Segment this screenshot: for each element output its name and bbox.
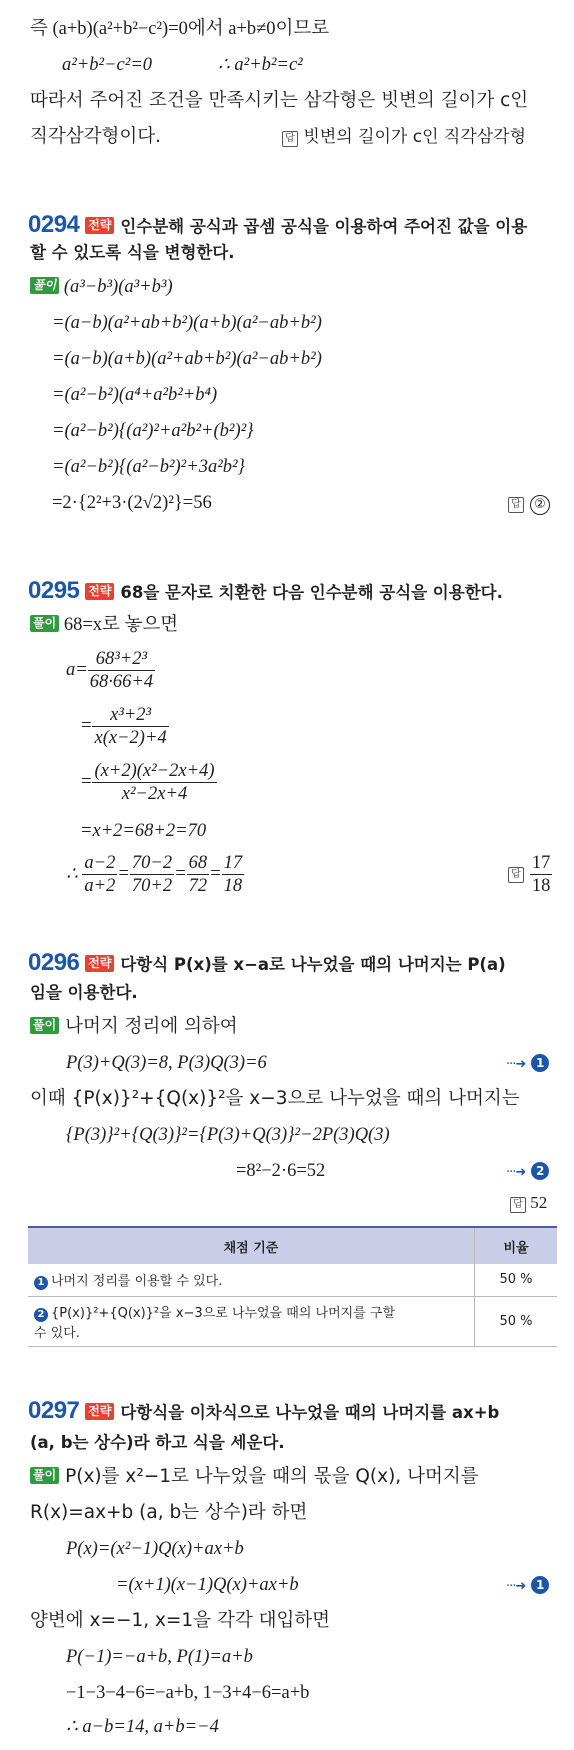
frac-num: x³+2³ bbox=[92, 704, 168, 727]
solution-0294-line-0 bbox=[30, 274, 173, 300]
marker-1 bbox=[506, 1572, 549, 1600]
table-row bbox=[28, 1296, 557, 1346]
solution-badge: 풀이 bbox=[30, 1017, 59, 1034]
step-marker: 2 bbox=[531, 1162, 549, 1180]
answer-0295 bbox=[508, 852, 552, 897]
frac-den: 72 bbox=[188, 876, 208, 896]
strategy-text: 68을 문자로 치환한 다음 인수분해 공식을 이용한다. bbox=[120, 583, 503, 602]
marker-1 bbox=[506, 1050, 549, 1078]
solution-0296-eq1: P(3)+Q(3)=8, P(3)Q(3)=6 bbox=[66, 1053, 267, 1073]
intro-text: 나머지 정리에 의하여 bbox=[65, 1016, 238, 1037]
strategy-text: 인수분해 공식과 곱셈 공식을 이용하여 주어진 값을 이용 bbox=[120, 217, 528, 236]
frac-num: 68 bbox=[188, 853, 208, 873]
top-answer bbox=[282, 124, 526, 150]
strategy-text: 다항식 P(x)를 x−a로 나누었을 때의 나머지는 P(a) bbox=[120, 955, 506, 974]
answer-0296 bbox=[510, 1190, 547, 1216]
arrow-icon: ···➜ bbox=[506, 1165, 526, 1180]
solution-0297-eq3: P(−1)=−a+b, P(1)=a+b bbox=[66, 1647, 253, 1667]
answer-choice: ② bbox=[530, 495, 550, 515]
answer-value: 52 bbox=[530, 1193, 548, 1212]
criteria-text-2: 수 있다. bbox=[34, 1325, 80, 1341]
solution-0297-eq2: =(x+1)(x−1)Q(x)+ax+b bbox=[116, 1575, 299, 1595]
fraction-step-1 bbox=[66, 648, 155, 693]
solution-0297-line3: 양변에 x=−1, x=1을 각각 대입하면 bbox=[30, 1610, 331, 1631]
solution-0295-intro bbox=[30, 612, 178, 638]
frac-num: 70−2 bbox=[131, 853, 173, 873]
equation: (a³−b³)(a³+b³) bbox=[63, 277, 173, 297]
frac-num: 68³+2³ bbox=[88, 648, 155, 671]
top-line-2b: ∴ a²+b²=c² bbox=[218, 55, 303, 75]
frac-num: 17 bbox=[531, 853, 551, 873]
solution-0297-line1 bbox=[30, 1464, 479, 1490]
top-answer-text: 빗변의 길이가 c인 직각삼각형 bbox=[303, 127, 527, 147]
solution-0294-line-6: =2·{2²+3·(2√2)²}=56 bbox=[52, 493, 212, 513]
solution-0294-line-4: =(a²−b²){(a²)²+a²b²+(b²)²} bbox=[52, 421, 254, 441]
arrow-icon: ···➜ bbox=[506, 1579, 526, 1594]
intro-text: 68=x로 놓으면 bbox=[63, 615, 179, 635]
answer-icon: 답 bbox=[508, 497, 524, 513]
top-line-2a: a²+b²−c²=0 bbox=[62, 55, 153, 75]
step-marker: 2 bbox=[34, 1308, 48, 1322]
solution-0297-eq1: P(x)=(x²−1)Q(x)+ax+b bbox=[66, 1539, 244, 1559]
solution-0297-eq4: −1−3−4−6=−a+b, 1−3+4−6=a+b bbox=[66, 1683, 310, 1703]
problem-0294-header bbox=[28, 212, 527, 240]
strategy-badge: 전략 bbox=[85, 1403, 114, 1420]
solution-0295-eq: =x+2=68+2=70 bbox=[80, 821, 207, 841]
solution-0294-line-2: =(a−b)(a+b)(a²+ab+b²)(a²−ab+b²) bbox=[52, 349, 322, 369]
frac-den: 18 bbox=[531, 876, 551, 896]
problem-0296-header bbox=[28, 950, 506, 978]
fraction-step-3: = $\frac{\text{(x+2)(x²−2x+4)}}{\text{x²−2x+4}}$ bbox=[80, 761, 215, 804]
solution-0296-eq3: =8²−2·6=52 bbox=[236, 1161, 326, 1181]
strategy-badge: 전략 bbox=[85, 217, 114, 234]
criteria-cell bbox=[28, 1296, 475, 1346]
problem-0297-header bbox=[28, 1398, 499, 1426]
grading-header-row bbox=[28, 1227, 557, 1264]
step-marker: 1 bbox=[531, 1576, 549, 1594]
problem-number: 0296 bbox=[28, 949, 80, 976]
solution-badge: 풀이 bbox=[30, 277, 59, 294]
solution-badge: 풀이 bbox=[30, 615, 59, 632]
problem-number: 0295 bbox=[28, 577, 80, 604]
strategy-text-2: 할 수 있도록 식을 변형한다. bbox=[30, 243, 235, 262]
marker-2 bbox=[506, 1158, 549, 1186]
top-line-1: 즉 (a+b)(a²+b²−c²)=0에서 a+b≠0이므로 bbox=[30, 19, 330, 39]
strategy-text-2: 임을 이용한다. bbox=[30, 983, 138, 1002]
criteria-header: 채점 기준 bbox=[28, 1227, 475, 1264]
step-marker: 1 bbox=[531, 1054, 549, 1072]
problem-number: 0297 bbox=[28, 1397, 80, 1424]
solution-0297-line2: R(x)=ax+b (a, b는 상수)라 하면 bbox=[30, 1502, 308, 1523]
ratio-header: 비율 bbox=[475, 1227, 558, 1264]
frac-den: 70+2 bbox=[131, 876, 173, 896]
answer-0294 bbox=[508, 490, 550, 516]
top-line-4: 직각삼각형이다. bbox=[30, 126, 161, 147]
solution-badge: 풀이 bbox=[30, 1467, 59, 1484]
solution-0297-eq5: ∴ a−b=14, a+b=−4 bbox=[66, 1717, 219, 1737]
problem-number: 0294 bbox=[28, 211, 80, 238]
strategy-badge: 전략 bbox=[85, 583, 114, 600]
solution-0296-text2: 이때 {P(x)}²+{Q(x)}²을 x−3으로 나누었을 때의 나머지는 bbox=[30, 1088, 520, 1109]
solution-0296-eq2: {P(3)}²+{Q(3)}²={P(3)+Q(3)}²−2P(3)Q(3) bbox=[66, 1125, 390, 1145]
frac-den: x²−2x+4 bbox=[121, 784, 188, 804]
top-line-3: 따라서 주어진 조건을 만족시키는 삼각형은 빗변의 길이가 c인 bbox=[30, 90, 529, 111]
therefore-symbol: ∴ bbox=[66, 864, 78, 885]
frac-den: 18 bbox=[223, 876, 243, 896]
strategy-text: 다항식을 이차식으로 나누었을 때의 나머지를 ax+b bbox=[120, 1403, 500, 1422]
answer-icon: 답 bbox=[282, 131, 298, 147]
grading-table bbox=[28, 1226, 557, 1347]
criteria-cell bbox=[28, 1264, 475, 1296]
solution-0296-intro bbox=[30, 1014, 238, 1040]
criteria-text: 나머지 정리를 이용할 수 있다. bbox=[51, 1273, 223, 1289]
solution-0294-line-5: =(a²−b²){(a²−b²)²+3a²b²} bbox=[52, 457, 245, 477]
fraction-step-2: = $\frac{\text{x³+2³}}{x(x-2)+4}$ bbox=[80, 705, 167, 748]
ratio-cell: 50 % bbox=[475, 1296, 558, 1346]
frac-den: a+2 bbox=[84, 876, 116, 896]
strategy-badge: 전략 bbox=[85, 955, 114, 972]
a-label: a= bbox=[66, 660, 88, 680]
frac-num: (x+2)(x²−2x+4) bbox=[94, 761, 215, 781]
answer-icon: 답 bbox=[508, 867, 524, 883]
strategy-text-2: (a, b는 상수)라 하고 식을 세운다. bbox=[30, 1433, 285, 1452]
ratio-cell: 50 % bbox=[475, 1264, 558, 1296]
step-marker: 1 bbox=[34, 1276, 48, 1290]
frac-num: 17 bbox=[223, 853, 243, 873]
criteria-text: {P(x)}²+{Q(x)}²을 x−3으로 나누었을 때의 나머지를 구할 bbox=[51, 1305, 396, 1321]
solution-0294-line-1: =(a−b)(a²+ab+b²)(a+b)(a²−ab+b²) bbox=[52, 313, 322, 333]
line-text: P(x)를 x²−1로 나누었을 때의 몫을 Q(x), 나머지를 bbox=[65, 1466, 479, 1487]
arrow-icon: ···➜ bbox=[506, 1057, 526, 1072]
frac-num: a−2 bbox=[84, 853, 116, 873]
frac-den: x(x−2)+4 bbox=[94, 728, 167, 748]
problem-0295-header bbox=[28, 578, 503, 606]
frac-den: 68·66+4 bbox=[89, 672, 154, 692]
solution-0294-line-3: =(a²−b²)(a⁴+a²b²+b⁴) bbox=[52, 385, 218, 405]
table-row bbox=[28, 1264, 557, 1296]
ratio-chain: ∴ $\frac{a-2}{a+2}$ = $\frac{70-2}{70+2}$ = $\frac{68}{72}$ = $\frac{17}{18}$ bbox=[66, 853, 243, 896]
answer-icon: 답 bbox=[510, 1197, 526, 1213]
